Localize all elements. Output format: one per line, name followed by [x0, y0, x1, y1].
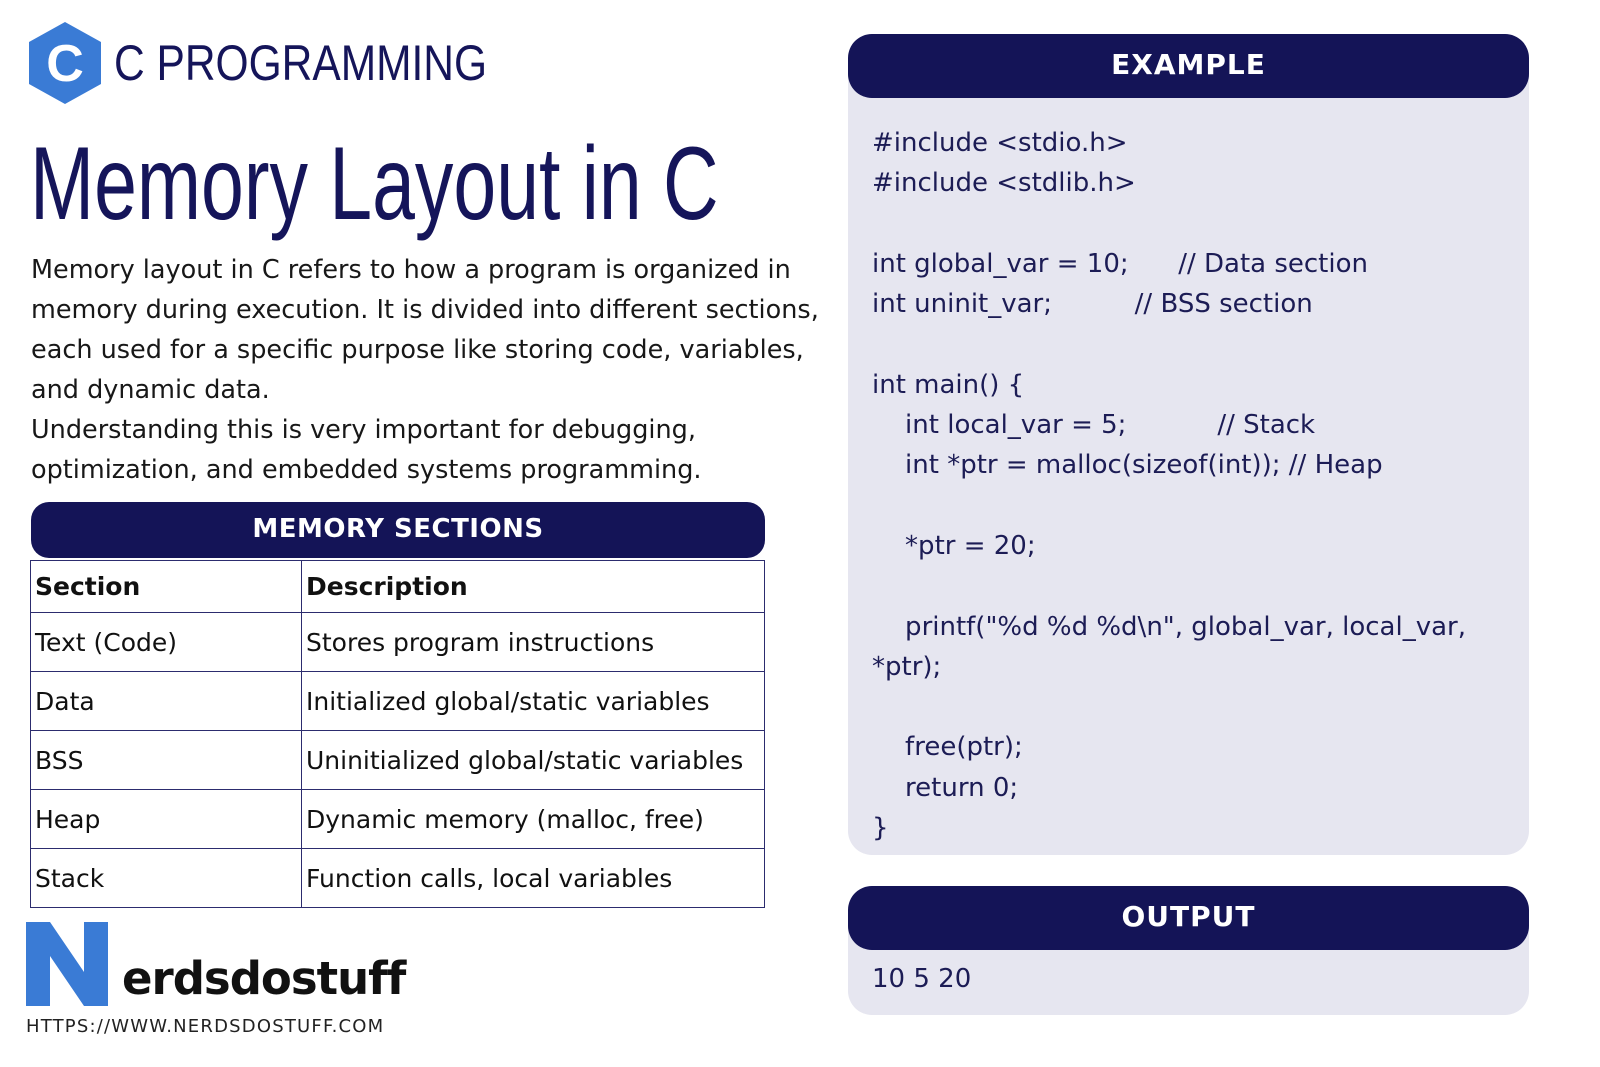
intro-text — [31, 250, 821, 490]
c-language-icon — [26, 20, 104, 106]
section-description-cell: Dynamic memory (malloc, free) — [302, 790, 765, 849]
code-block: #include <stdio.h> #include <stdlib.h> int global_var = 10; // Data section int uninit_var; // BSS section int main() { int local_var = 5; // Stack int *ptr = malloc(sizeof(int)); // Heap *ptr = 20; printf("%d %d %d\n", global_var, local_var, *ptr); free(ptr); return 0; } — [872, 128, 1466, 844]
section-description-cell: Initialized global/static variables — [302, 672, 765, 731]
logo-wordmark: erdsdostuff — [122, 952, 406, 1005]
brand — [26, 20, 553, 106]
memory-sections-header: MEMORY SECTIONS — [31, 502, 765, 558]
nerdsdostuff-logo — [26, 922, 406, 1010]
intro-paragraph: Memory layout in C refers to how a program is organized in memory during execution. It is divided into different sections, each used for a specific purpose like storing code, variables, and dynamic data. — [31, 255, 819, 405]
memory-sections-table — [30, 560, 765, 908]
column-header: Description — [302, 561, 765, 613]
svg-text:C: C — [46, 35, 84, 93]
example-panel — [848, 34, 1529, 855]
output-text: 10 5 20 — [872, 964, 972, 994]
section-name-cell: Stack — [31, 849, 302, 908]
section-name-cell: Heap — [31, 790, 302, 849]
table-row — [31, 613, 765, 672]
section-description-cell: Stores program instructions — [302, 613, 765, 672]
table-row — [31, 849, 765, 908]
section-description-cell: Uninitialized global/static variables — [302, 731, 765, 790]
output-panel — [848, 886, 1529, 1015]
n-letter-icon — [26, 922, 108, 1006]
brand-label: C PROGRAMMING — [114, 35, 488, 91]
page-title: Memory Layout in C — [30, 126, 719, 242]
intro-paragraph: Understanding this is very important for debugging, optimization, and embedded systems programming. — [31, 415, 702, 485]
example-header: EXAMPLE — [848, 34, 1529, 98]
table-row — [31, 731, 765, 790]
table-row — [31, 672, 765, 731]
section-name-cell: BSS — [31, 731, 302, 790]
website-url: HTTPS://WWW.NERDSDOSTUFF.COM — [26, 1016, 385, 1037]
output-header: OUTPUT — [848, 886, 1529, 950]
section-name-cell: Data — [31, 672, 302, 731]
section-description-cell: Function calls, local variables — [302, 849, 765, 908]
column-header: Section — [31, 561, 302, 613]
section-name-cell: Text (Code) — [31, 613, 302, 672]
table-row — [31, 790, 765, 849]
table-header-row — [31, 561, 765, 613]
